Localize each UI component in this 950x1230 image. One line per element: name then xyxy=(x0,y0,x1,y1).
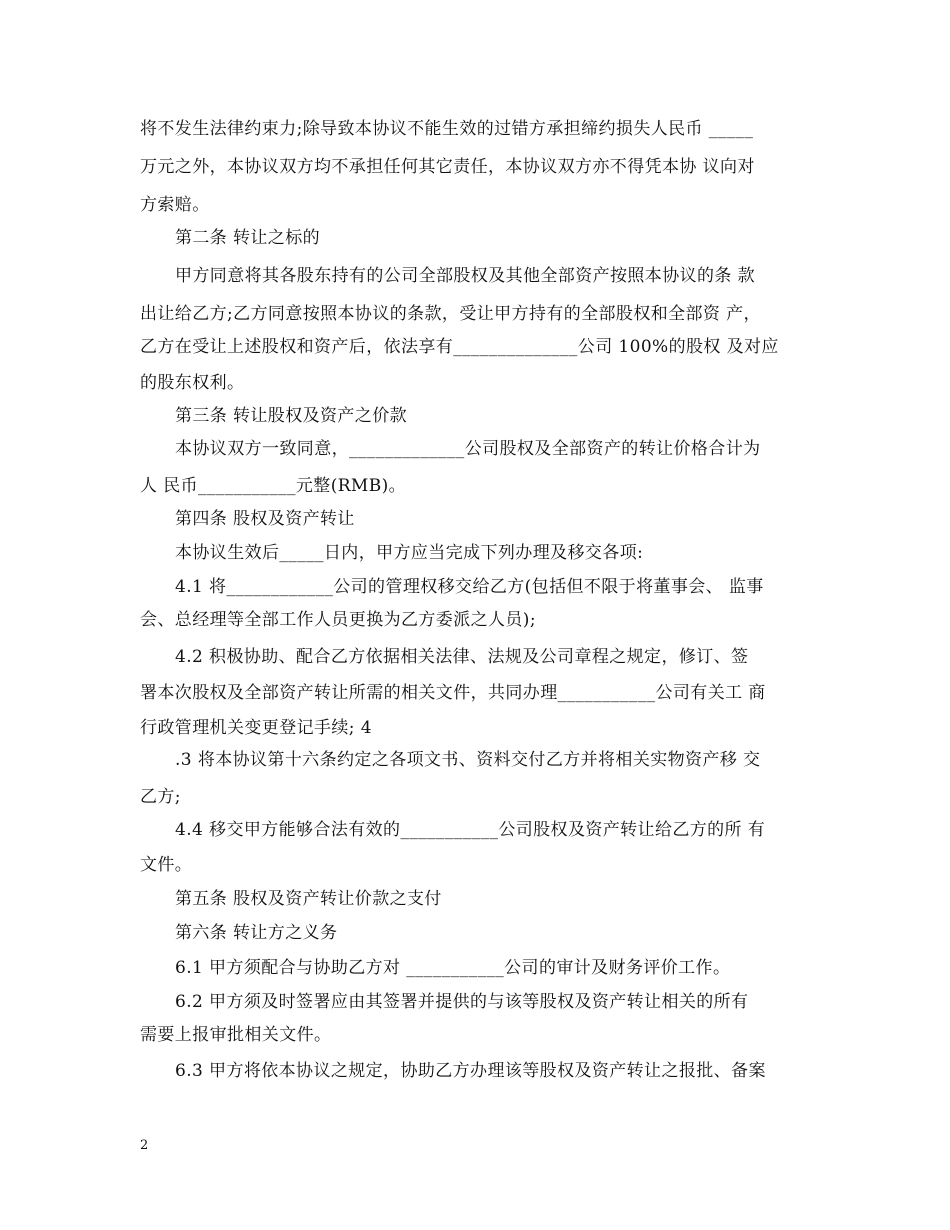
body-text-line: 署本次股权及全部资产转让所需的相关文件，共同办理___________公司有关工 商 xyxy=(140,683,766,703)
body-text-line: 会、总经理等全部工作人员更换为乙方委派之人员); xyxy=(140,610,536,630)
body-text-line: 出让给乙方;乙方同意按照本协议的条款，受让甲方持有的全部股权和全部资 产， xyxy=(140,304,761,324)
body-text-line: 6.3 甲方将依本协议之规定，协助乙方办理该等股权及资产转让之报批、备案 xyxy=(175,1061,766,1081)
body-text-line: 行政管理机关变更登记手续; 4 xyxy=(140,718,372,738)
body-text-line: .3 将本协议第十六条约定之各项文书、资料交付乙方并将相关实物资产移 交 xyxy=(175,750,761,770)
body-text-line: 甲方同意将其各股东持有的公司全部股权及其他全部资产按照本协议的条 款 xyxy=(175,266,756,286)
page-number: 2 xyxy=(140,1138,149,1153)
body-text-line: 乙方; xyxy=(140,787,181,807)
body-text-line: 4.4 移交甲方能够合法有效的___________公司股权及资产转让给乙方的所 有 xyxy=(175,820,766,840)
body-text-line: 本协议生效后_____日内，甲方应当完成下列办理及移交各项: xyxy=(175,543,644,563)
body-text-line: 的股东权利。 xyxy=(140,373,245,393)
body-text-line: 将不发生法律约束力;除导致本协议不能生效的过错方承担缔约损失人民币 _____ xyxy=(140,119,754,139)
body-text-line: 乙方在受让上述股权和资产后，依法享有______________公司 100%的股权 及对应 xyxy=(140,337,779,357)
body-text-line: 6.2 甲方须及时签署应由其签署并提供的与该等股权及资产转让相关的所有 xyxy=(175,992,749,1012)
body-text-line: 万元之外，本协议双方均不承担任何其它责任，本协议双方亦不得凭本协 议向对 xyxy=(140,157,755,177)
section-heading: 第六条 转让方之义务 xyxy=(175,923,338,943)
section-heading: 第五条 股权及资产转让价款之支付 xyxy=(175,889,442,909)
section-heading: 第二条 转让之标的 xyxy=(175,228,321,248)
section-heading: 第四条 股权及资产转让 xyxy=(175,509,355,529)
body-text-line: 本协议双方一致同意，_____________公司股权及全部资产的转让价格合计为 xyxy=(175,439,761,459)
section-heading: 第三条 转让股权及资产之价款 xyxy=(175,406,408,426)
body-text-line: 文件。 xyxy=(140,855,193,875)
body-text-line: 方索赔。 xyxy=(140,195,210,215)
body-text-line: 需要上报审批相关文件。 xyxy=(140,1025,332,1045)
body-text-line: 人 民币___________元整(RMB)。 xyxy=(140,476,407,496)
body-text-line: 4.1 将____________公司的管理权移交给乙方(包括但不限于将董事会、 监事 xyxy=(175,577,764,597)
body-text-line: 4.2 积极协助、配合乙方依据相关法律、法规及公司章程之规定，修订、签 xyxy=(175,647,749,667)
body-text-line: 6.1 甲方须配合与协助乙方对 ___________公司的审计及财务评价工作。 xyxy=(175,958,731,978)
